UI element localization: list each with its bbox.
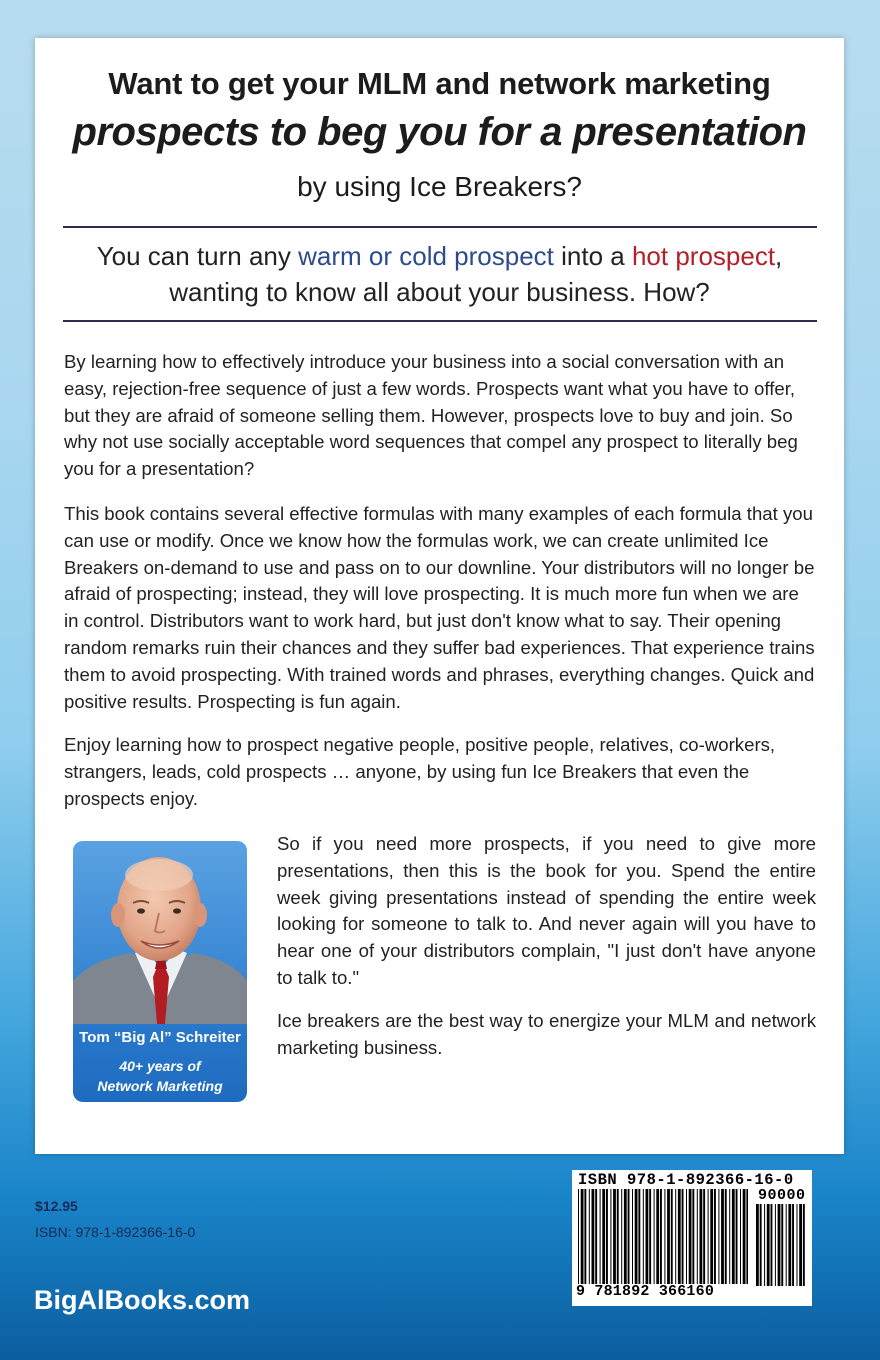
price-label: $12.95 [35,1198,78,1214]
barcode-price-code: 90000 [758,1187,806,1204]
body-paragraph-2: This book contains several effective formulas with many examples of each formula that you can use or modify. Once we know how the formulas work, we can create unlimited Ice Breakers on-demand to use and pass on to our downline. Your distributors will no longer be afraid of prospecting; instead, they will love prospecting. It is much more fun when we are in control. Distributors want to work hard, but just don't know what to say. Their opening random remarks ruin their chances and they suffer bad experiences. That experience trains them to avoid prospecting. With trained words and phrases, everything changes. Quick and positive results. Prospecting is fun again. [64,503,815,712]
author-years-line-2: Network Marketing [97,1078,223,1094]
author-years-line-1: 40+ years of [119,1058,201,1074]
body-paragraph-3: Enjoy learning how to prospect negative people, positive people, relatives, co-workers, strangers, leads, cold prospects … anyone, by using fun Ice Breakers that even the prospects enjoy. [64,734,776,809]
divider-bottom [63,320,817,322]
isbn-label: ISBN: 978-1-892366-16-0 [35,1224,196,1240]
barcode-bars-supplement [756,1204,806,1286]
author-card [73,841,247,1102]
barcode [572,1170,812,1306]
back-cover-panel [35,38,844,1154]
subheadline-part-2: into a [553,241,632,271]
warm-cold-prospect-highlight: warm or cold prospect [298,241,554,271]
body-paragraph-4: So if you need more prospects, if you need to give more presentations, then this is the book for you. Spend the entire week giving presentations instead of spending the entire week looking for someone to talk to. And never again will you have to hear one of your distributors complain, "I just don't have anyone to talk to." [277,833,816,988]
headline-line-1: Want to get your MLM and network marketing [108,66,771,101]
barcode-digits: 9 781892 366160 [576,1283,715,1300]
website-link[interactable]: BigAlBooks.com [34,1285,251,1315]
author-experience [73,1056,247,1096]
divider-top [63,226,817,228]
hot-prospect-highlight: hot prospect [631,241,776,271]
barcode-isbn-text: ISBN 978-1-892366-16-0 [578,1171,794,1189]
author-portrait [73,841,247,1024]
headline-line-2: prospects to beg you for a presentation [72,110,807,154]
subheadline-part-3: , [775,241,783,271]
headline-line-3: by using Ice Breakers? [297,171,582,202]
subheadline-line-2: wanting to know all about your business. How? [169,277,710,307]
subheadline-part-1: You can turn any [96,241,299,271]
body-paragraph-5: Ice breakers are the best way to energize your MLM and network marketing business. [277,1010,816,1058]
subheadline-line-1 [35,238,844,274]
author-name: Tom “Big Al” Schreiter [79,1029,241,1046]
body-paragraph-1: By learning how to effectively introduce your business into a social conversation with an easy, rejection-free sequence of just a few words. Prospects want what you have to offer, but they are afraid of someone selling them. However, prospects love to buy and join. So why not use socially acceptable word sequences that compel any prospect to literally beg you for a presentation? [64,351,798,480]
barcode-bars-main [578,1189,748,1284]
